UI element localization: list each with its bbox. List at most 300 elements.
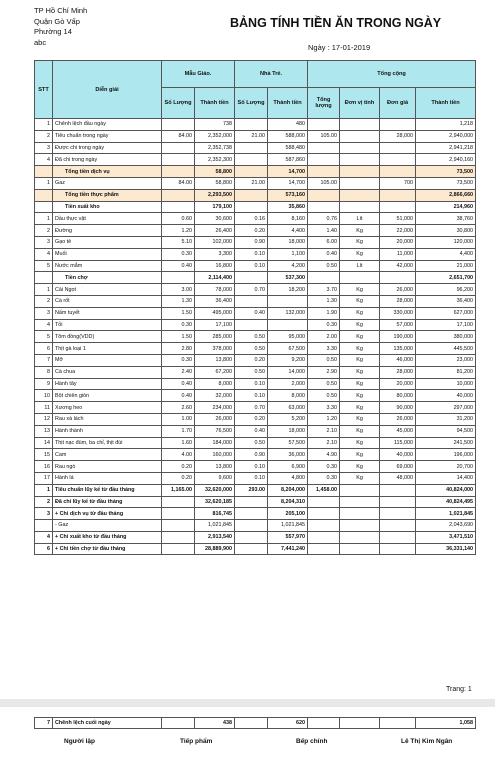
col-mg-thanh-tien: Thành tiền bbox=[195, 88, 235, 119]
cell-tt: 1,218 bbox=[416, 119, 476, 131]
cell-tl bbox=[308, 543, 340, 555]
cell-nt-sl bbox=[235, 201, 268, 213]
cell-mg-tt: 3,300 bbox=[195, 248, 235, 260]
table-row bbox=[35, 284, 476, 296]
cell-name: Thịt nạc đùm, ba chỉ, thịt đùi bbox=[53, 437, 162, 449]
cell-tl: 1.90 bbox=[308, 307, 340, 319]
cell-tl: 0.50 bbox=[308, 378, 340, 390]
cell-nt-sl: 0.16 bbox=[235, 213, 268, 225]
cell-dvt bbox=[340, 154, 380, 166]
table-row bbox=[35, 543, 476, 555]
cell-mg-sl: 1.00 bbox=[162, 413, 195, 425]
cell-nt-tt: 1,100 bbox=[268, 248, 308, 260]
cell-mg-sl: 1.60 bbox=[162, 437, 195, 449]
cell-stt: 4 bbox=[35, 154, 53, 166]
cell-dg bbox=[380, 154, 416, 166]
cell-dvt bbox=[340, 177, 380, 189]
cell-tt: 627,000 bbox=[416, 307, 476, 319]
cell-mg-tt: 16,800 bbox=[195, 260, 235, 272]
cell-name: Bột chiên giòn bbox=[53, 390, 162, 402]
cell-stt: 2 bbox=[35, 496, 53, 508]
table-row bbox=[35, 295, 476, 307]
cell-nt-tt: 557,970 bbox=[268, 531, 308, 543]
cell-nt-sl: 0.40 bbox=[235, 425, 268, 437]
cell-name: Tiền xuất kho bbox=[53, 201, 162, 213]
table-row bbox=[35, 484, 476, 496]
cell-mg-tt: 2,293,500 bbox=[195, 189, 235, 201]
col-dien-giai: Diễn giải bbox=[53, 61, 162, 119]
cell-stt: 3 bbox=[35, 236, 53, 248]
cell-stt: 7 bbox=[35, 718, 53, 729]
cell-nt-sl: 0.20 bbox=[235, 225, 268, 237]
cell-name: Gaz bbox=[53, 177, 162, 189]
cell-dvt bbox=[340, 201, 380, 213]
cell-nt-tt: 7,441,240 bbox=[268, 543, 308, 555]
table-row bbox=[35, 307, 476, 319]
cell-mg-tt: 495,000 bbox=[195, 307, 235, 319]
cell-name: Chênh lệch cuối ngày bbox=[53, 718, 162, 729]
cell-stt bbox=[35, 189, 53, 201]
cell-name: Nấm tuyết bbox=[53, 307, 162, 319]
cell-dg: 80,000 bbox=[380, 390, 416, 402]
cell-nt-tt: 537,300 bbox=[268, 272, 308, 284]
cell-name: + Chi xuất kho từ đầu tháng bbox=[53, 531, 162, 543]
cell-tl: 2.10 bbox=[308, 425, 340, 437]
cell-stt: 4 bbox=[35, 531, 53, 543]
cell-tl: 0.30 bbox=[308, 472, 340, 484]
cell-mg-sl: 84.00 bbox=[162, 130, 195, 142]
cell-dg: 26,000 bbox=[380, 284, 416, 296]
cell-mg-tt: 2,114,400 bbox=[195, 272, 235, 284]
table-row bbox=[35, 461, 476, 473]
cell-tl: 1.40 bbox=[308, 225, 340, 237]
cell-tl: 3.30 bbox=[308, 402, 340, 414]
cell-name: + Chi dịch vụ từ đầu tháng bbox=[53, 508, 162, 520]
cell-tt: 3,471,510 bbox=[416, 531, 476, 543]
cell-dvt: Kg bbox=[340, 472, 380, 484]
cell-stt: 3 bbox=[35, 142, 53, 154]
cell-nt-sl bbox=[235, 520, 268, 532]
cell-stt: 6 bbox=[35, 543, 53, 555]
cell-dg: 28,000 bbox=[380, 130, 416, 142]
table-row bbox=[35, 213, 476, 225]
cell-mg-sl: 0.30 bbox=[162, 248, 195, 260]
table-row bbox=[35, 366, 476, 378]
cell-dg bbox=[380, 508, 416, 520]
cell-nt-tt bbox=[268, 295, 308, 307]
table-row bbox=[35, 119, 476, 131]
cell-nt-tt: 18,000 bbox=[268, 425, 308, 437]
cell-nt-tt: 620 bbox=[268, 718, 308, 729]
cell-mg-tt: 184,000 bbox=[195, 437, 235, 449]
table-row bbox=[35, 496, 476, 508]
cell-dvt bbox=[340, 484, 380, 496]
cell-mg-tt: 2,352,300 bbox=[195, 154, 235, 166]
cell-dg: 135,000 bbox=[380, 343, 416, 355]
cell-name: Hành thành bbox=[53, 425, 162, 437]
cell-nt-tt: 4,200 bbox=[268, 260, 308, 272]
cell-tt: 214,960 bbox=[416, 201, 476, 213]
cell-mg-sl: 84.00 bbox=[162, 177, 195, 189]
cell-dg bbox=[380, 142, 416, 154]
cell-tl bbox=[308, 272, 340, 284]
cell-tl bbox=[308, 201, 340, 213]
cell-mg-sl: 1.70 bbox=[162, 425, 195, 437]
meal-cost-table bbox=[34, 60, 476, 555]
cell-tt: 1,021,845 bbox=[416, 508, 476, 520]
cell-nt-tt: 67,500 bbox=[268, 343, 308, 355]
cell-mg-tt: 13,800 bbox=[195, 354, 235, 366]
cell-dvt: Lít bbox=[340, 260, 380, 272]
cell-tt: 21,000 bbox=[416, 260, 476, 272]
col-don-vi-tinh: Đơn vị tính bbox=[340, 88, 380, 119]
cell-name: Tôm đồng(VDD) bbox=[53, 331, 162, 343]
cell-tl: 1,458.00 bbox=[308, 484, 340, 496]
cell-nt-sl: 21.00 bbox=[235, 177, 268, 189]
cell-tt: 17,100 bbox=[416, 319, 476, 331]
cell-mg-sl: 2.80 bbox=[162, 343, 195, 355]
cell-name: Đường bbox=[53, 225, 162, 237]
cell-dvt: Lít bbox=[340, 213, 380, 225]
cell-dvt: Kg bbox=[340, 390, 380, 402]
cell-nt-tt: 8,000 bbox=[268, 390, 308, 402]
cell-mg-sl bbox=[162, 119, 195, 131]
cell-mg-tt: 58,800 bbox=[195, 177, 235, 189]
cell-tt: 380,000 bbox=[416, 331, 476, 343]
cell-dg bbox=[380, 166, 416, 178]
cell-mg-tt: 378,000 bbox=[195, 343, 235, 355]
cell-mg-tt: 234,000 bbox=[195, 402, 235, 414]
cell-nt-sl: 0.10 bbox=[235, 378, 268, 390]
cell-name: Hành tây bbox=[53, 378, 162, 390]
cell-nt-tt: 8,204,000 bbox=[268, 484, 308, 496]
cell-tt: 36,400 bbox=[416, 295, 476, 307]
cell-dvt: Kg bbox=[340, 319, 380, 331]
cell-tl: 1.30 bbox=[308, 295, 340, 307]
cell-dg: 700 bbox=[380, 177, 416, 189]
cell-dvt: Kg bbox=[340, 378, 380, 390]
cell-dg bbox=[380, 520, 416, 532]
cell-tl: 1.20 bbox=[308, 413, 340, 425]
cell-nt-sl bbox=[235, 319, 268, 331]
cell-name: Tổng tiền dịch vụ bbox=[53, 166, 162, 178]
cell-tl: 0.40 bbox=[308, 248, 340, 260]
cell-nt-tt: 1,021,845 bbox=[268, 520, 308, 532]
cell-tt: 2,940,160 bbox=[416, 154, 476, 166]
table-row bbox=[35, 319, 476, 331]
cell-nt-sl: 0.40 bbox=[235, 307, 268, 319]
cell-mg-sl: 1.20 bbox=[162, 225, 195, 237]
cell-dg: 42,000 bbox=[380, 260, 416, 272]
cell-nt-tt: 132,000 bbox=[268, 307, 308, 319]
cell-nt-tt: 9,200 bbox=[268, 354, 308, 366]
cell-nt-sl: 0.20 bbox=[235, 413, 268, 425]
section-row bbox=[35, 201, 476, 213]
cell-stt: 14 bbox=[35, 437, 53, 449]
cell-mg-tt: 9,600 bbox=[195, 472, 235, 484]
cell-nt-tt: 587,860 bbox=[268, 154, 308, 166]
cell-tl: 105.00 bbox=[308, 177, 340, 189]
table-row bbox=[35, 260, 476, 272]
cell-tl: 2.00 bbox=[308, 331, 340, 343]
cell-nt-sl: 293.00 bbox=[235, 484, 268, 496]
cell-stt: 1 bbox=[35, 284, 53, 296]
cell-name: Tỏi bbox=[53, 319, 162, 331]
cell-stt: 15 bbox=[35, 449, 53, 461]
cell-tt: 40,824,000 bbox=[416, 484, 476, 496]
cell-nt-sl bbox=[235, 166, 268, 178]
cell-tl bbox=[308, 520, 340, 532]
cell-nt-tt: 2,000 bbox=[268, 378, 308, 390]
ward-label: Phường 14 bbox=[34, 27, 72, 36]
cell-dvt: Kg bbox=[340, 366, 380, 378]
cell-mg-sl: 0.60 bbox=[162, 213, 195, 225]
cell-dvt bbox=[340, 531, 380, 543]
cell-tt: 2,941,218 bbox=[416, 142, 476, 154]
cell-dvt: Kg bbox=[340, 425, 380, 437]
cell-stt: 5 bbox=[35, 260, 53, 272]
cell-tt: 96,200 bbox=[416, 284, 476, 296]
cell-name: Tiêu chuẩn trong ngày bbox=[53, 130, 162, 142]
cell-mg-tt: 816,745 bbox=[195, 508, 235, 520]
cell-dvt: Kg bbox=[340, 437, 380, 449]
cell-nt-sl: 0.20 bbox=[235, 354, 268, 366]
cell-dvt: Kg bbox=[340, 248, 380, 260]
cell-dvt bbox=[340, 543, 380, 555]
cell-tl bbox=[308, 508, 340, 520]
cell-stt: 5 bbox=[35, 331, 53, 343]
cell-nt-sl bbox=[235, 272, 268, 284]
cell-dg bbox=[380, 119, 416, 131]
cell-tt: 2,866,660 bbox=[416, 189, 476, 201]
cell-tt: 31,200 bbox=[416, 413, 476, 425]
table-row bbox=[35, 520, 476, 532]
cell-nt-tt: 4,400 bbox=[268, 225, 308, 237]
cell-stt bbox=[35, 166, 53, 178]
cell-tl bbox=[308, 531, 340, 543]
cell-name: Tiền chợ bbox=[53, 272, 162, 284]
cell-mg-tt: 28,889,900 bbox=[195, 543, 235, 555]
cell-nt-tt: 588,480 bbox=[268, 142, 308, 154]
cell-nt-sl bbox=[235, 295, 268, 307]
cell-tl: 3.70 bbox=[308, 284, 340, 296]
cell-mg-sl: 0.30 bbox=[162, 354, 195, 366]
col-nt-so-luong: Số Lượng bbox=[235, 88, 268, 119]
cell-mg-sl: 0.20 bbox=[162, 472, 195, 484]
section-row bbox=[35, 166, 476, 178]
cell-nt-sl: 0.70 bbox=[235, 402, 268, 414]
cell-name: Đã chi trong ngày bbox=[53, 154, 162, 166]
cell-mg-sl bbox=[162, 496, 195, 508]
cell-dg: 48,000 bbox=[380, 472, 416, 484]
cell-stt bbox=[35, 272, 53, 284]
cell-tl: 4.90 bbox=[308, 449, 340, 461]
cell-dvt: Kg bbox=[340, 354, 380, 366]
cell-tt: 36,331,140 bbox=[416, 543, 476, 555]
cell-tt: 241,500 bbox=[416, 437, 476, 449]
cell-nt-tt: 573,160 bbox=[268, 189, 308, 201]
page-break bbox=[0, 699, 495, 707]
cell-dvt: Kg bbox=[340, 461, 380, 473]
table-row bbox=[35, 248, 476, 260]
cell-nt-sl: 0.10 bbox=[235, 472, 268, 484]
cell-nt-tt: 8,204,310 bbox=[268, 496, 308, 508]
cell-name: Cam bbox=[53, 449, 162, 461]
cell-nt-sl bbox=[235, 189, 268, 201]
cell-name: Thịt gà loại 1 bbox=[53, 343, 162, 355]
cell-dvt: Kg bbox=[340, 331, 380, 343]
cell-nt-tt: 95,000 bbox=[268, 331, 308, 343]
cell-dg: 90,000 bbox=[380, 402, 416, 414]
cell-stt: 3 bbox=[35, 307, 53, 319]
cell-nt-sl: 0.10 bbox=[235, 248, 268, 260]
sig-nguoi-lap: Người lập bbox=[64, 738, 95, 745]
cell-mg-tt: 285,000 bbox=[195, 331, 235, 343]
cell-name: Chênh lệch đầu ngày bbox=[53, 119, 162, 131]
cell-name: Xương heo bbox=[53, 402, 162, 414]
cell-mg-tt: 76,500 bbox=[195, 425, 235, 437]
cell-dg: 22,000 bbox=[380, 225, 416, 237]
cell-mg-tt: 32,620,000 bbox=[195, 484, 235, 496]
cell-tt: 297,000 bbox=[416, 402, 476, 414]
cell-mg-sl bbox=[162, 272, 195, 284]
cell-mg-tt: 58,800 bbox=[195, 166, 235, 178]
cell-dg: 330,000 bbox=[380, 307, 416, 319]
cell-mg-sl bbox=[162, 142, 195, 154]
cell-dvt: Kg bbox=[340, 343, 380, 355]
page-title: BẢNG TÍNH TIỀN ĂN TRONG NGÀY bbox=[230, 16, 442, 30]
cell-dg: 28,000 bbox=[380, 295, 416, 307]
table-row bbox=[35, 331, 476, 343]
cell-tl bbox=[308, 496, 340, 508]
cell-stt: 16 bbox=[35, 461, 53, 473]
cell-mg-tt: 1,021,845 bbox=[195, 520, 235, 532]
cell-tt: 2,940,000 bbox=[416, 130, 476, 142]
cell-dvt bbox=[340, 272, 380, 284]
cell-dvt: Kg bbox=[340, 295, 380, 307]
table-row bbox=[35, 437, 476, 449]
cell-stt: 1 bbox=[35, 177, 53, 189]
cell-name: + Chi tiền chợ từ đầu tháng bbox=[53, 543, 162, 555]
table-row bbox=[35, 177, 476, 189]
cell-dg bbox=[380, 484, 416, 496]
cell-nt-sl bbox=[235, 531, 268, 543]
cell-nt-sl: 0.50 bbox=[235, 331, 268, 343]
cell-stt: 9 bbox=[35, 378, 53, 390]
cell-tl: 3.30 bbox=[308, 343, 340, 355]
cell-mg-tt: 438 bbox=[195, 718, 235, 729]
cell-dvt: Kg bbox=[340, 236, 380, 248]
cell-mg-sl: 1,165.00 bbox=[162, 484, 195, 496]
cell-mg-sl bbox=[162, 531, 195, 543]
cell-name: Cà rốt bbox=[53, 295, 162, 307]
cell-dg bbox=[380, 496, 416, 508]
cell-nt-tt: 14,000 bbox=[268, 366, 308, 378]
cell-stt: 11 bbox=[35, 402, 53, 414]
cell-dvt bbox=[340, 142, 380, 154]
table-row bbox=[35, 343, 476, 355]
cell-mg-sl bbox=[162, 189, 195, 201]
cell-stt: 1 bbox=[35, 484, 53, 496]
cell-name: - Gaz bbox=[53, 520, 162, 532]
cell-dg: 69,000 bbox=[380, 461, 416, 473]
col-tong-luong: Tổng lượng bbox=[308, 88, 340, 119]
cell-nt-sl: 0.50 bbox=[235, 343, 268, 355]
cell-mg-tt: 160,000 bbox=[195, 449, 235, 461]
cell-dg: 20,000 bbox=[380, 236, 416, 248]
cell-mg-sl: 5.10 bbox=[162, 236, 195, 248]
table-row bbox=[35, 225, 476, 237]
cell-dg: 20,000 bbox=[380, 378, 416, 390]
cell-name: Tổng tiền thực phẩm bbox=[53, 189, 162, 201]
cell-tt: 14,400 bbox=[416, 472, 476, 484]
col-stt: STT bbox=[35, 61, 53, 119]
cell-stt: 3 bbox=[35, 508, 53, 520]
cell-stt: 17 bbox=[35, 472, 53, 484]
cell-dvt bbox=[340, 496, 380, 508]
cell-tl bbox=[308, 154, 340, 166]
cell-mg-tt: 179,100 bbox=[195, 201, 235, 213]
table-row bbox=[35, 413, 476, 425]
cell-name: Hành lá bbox=[53, 472, 162, 484]
cell-name: Dầu thực vật bbox=[53, 213, 162, 225]
cell-nt-tt: 63,000 bbox=[268, 402, 308, 414]
cell-dvt: Kg bbox=[340, 225, 380, 237]
cell-name: Gạo tẻ bbox=[53, 236, 162, 248]
cell-nt-tt: 57,500 bbox=[268, 437, 308, 449]
cell-name: Đã chi lũy kế từ đầu tháng bbox=[53, 496, 162, 508]
cell-mg-sl bbox=[162, 201, 195, 213]
table-row bbox=[35, 142, 476, 154]
cell-tt: 40,000 bbox=[416, 390, 476, 402]
closing-balance-table bbox=[34, 717, 476, 729]
cell-nt-tt: 6,900 bbox=[268, 461, 308, 473]
cell-total-tt: 1,058 bbox=[416, 718, 476, 729]
cell-tt: 10,000 bbox=[416, 378, 476, 390]
cell-tt: 4,400 bbox=[416, 248, 476, 260]
cell-tt: 20,700 bbox=[416, 461, 476, 473]
table-row bbox=[35, 449, 476, 461]
table-row bbox=[35, 508, 476, 520]
date-label: Ngày : 17-01-2019 bbox=[308, 43, 371, 52]
cell-dvt bbox=[340, 520, 380, 532]
cell-dvt bbox=[340, 130, 380, 142]
cell-name: Tiêu chuẩn lũy kế từ đầu tháng bbox=[53, 484, 162, 496]
cell-name: Muối bbox=[53, 248, 162, 260]
cell-stt: 6 bbox=[35, 343, 53, 355]
cell-mg-sl: 4.00 bbox=[162, 449, 195, 461]
cell-tl bbox=[308, 166, 340, 178]
cell-mg-sl: 0.40 bbox=[162, 390, 195, 402]
cell-nt-sl: 0.10 bbox=[235, 260, 268, 272]
cell-dvt: Kg bbox=[340, 307, 380, 319]
cell-nt-tt: 205,100 bbox=[268, 508, 308, 520]
cell-nt-sl: 0.10 bbox=[235, 390, 268, 402]
sig-tiep-pham: Tiếp phẩm bbox=[180, 738, 213, 745]
cell-mg-tt: 32,000 bbox=[195, 390, 235, 402]
cell-tl: 0.76 bbox=[308, 213, 340, 225]
cell-tt: 40,824,495 bbox=[416, 496, 476, 508]
cell-nt-tt: 14,700 bbox=[268, 166, 308, 178]
col-tong-thanh-tien: Thành tiền bbox=[416, 88, 476, 119]
cell-dg: 28,000 bbox=[380, 366, 416, 378]
cell-nt-sl bbox=[235, 508, 268, 520]
cell-mg-tt: 2,352,000 bbox=[195, 130, 235, 142]
cell-nt-tt: 480 bbox=[268, 119, 308, 131]
cell-nt-tt: 588,000 bbox=[268, 130, 308, 142]
cell-mg-tt: 78,000 bbox=[195, 284, 235, 296]
section-row bbox=[35, 272, 476, 284]
